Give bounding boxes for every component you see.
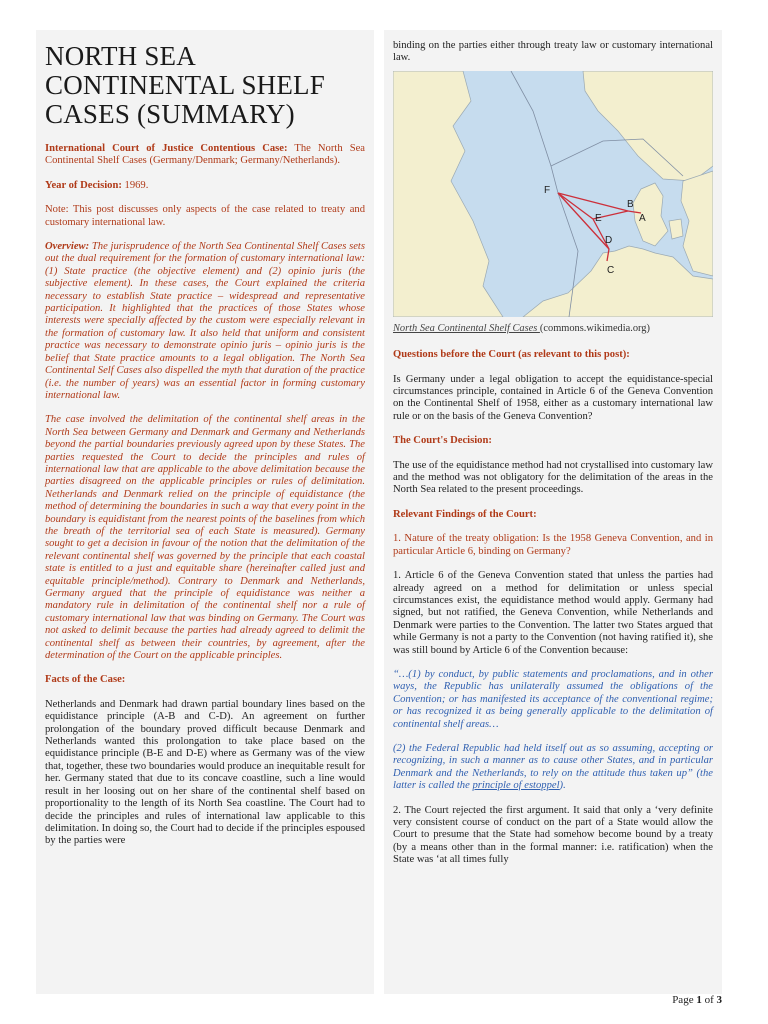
map-caption [393,323,713,335]
quote2-end: ). [559,780,566,792]
facts-paragraph: Netherlands and Denmark had drawn partial boundary lines based on the equidistance principle (A-B and C-D). An agreement on further prolongation of the boundary proved difficult because Denmark and Netherlands wanted this prolongation to take place based on the equidistance principle (B-E and D-E) where as Germany was of the view that, together, these two boundaries would produce an inequitable result for her. Germany stated that due to its concave coastline, such a line would result in her loosing out on her share of the continental shelf based on proportionality to the length of its North Sea coastline. The Court had to decide the principles and rules of international law applicable to this delimitation. In doing so, the Court had to decide if the principles espoused by the parties were [45,698,365,847]
quote2-text: (2) the Federal Republic had held itself out as so assuming, accepting or recognizing, in such a manner as to cause other States, and in particular Denmark and the Netherlands, to rely on the attitude thus taken up” (the latter is called the [393,742,713,792]
overview-label: Overview: [45,241,90,253]
decision-paragraph: The use of the equidistance method had not crystallised into customary law and the method was not obligatory for the delimitation of the areas in the North Sea related to the present proceedings. [393,459,713,496]
right-column [384,30,722,994]
continuation-paragraph: binding on the parties either through treaty law or customary international law. [393,40,713,64]
map-caption-link[interactable]: North Sea Continental Shelf Cases [393,322,540,334]
map-label-d: D [605,234,613,246]
north-sea-map [393,71,713,317]
map-label-a: A [639,212,646,224]
court-label: International Court of Justice Contentious Case: [45,143,288,154]
year-value: 1969. [121,179,149,191]
finding1-paragraph: 1. Article 6 of the Geneva Convention stated that unless the parties had already agreed on a method for delimitation or unless special circumstances exist, the equidistance method would apply. Germany had signed, but not ratified, the Geneva Convention, while Netherlands and Denmark were parties to the Convention. The latter two States argued that while Germany is not a party to the Convention (not having ratified it), she was still bound by Article 6 of the Convention because: [393,570,713,656]
left-column [36,30,374,994]
map-label-e: E [595,212,602,224]
question-paragraph: Is Germany under a legal obligation to accept the equidistance-special circumstances principle, contained in Article 6 of the Geneva Convention on the Continental Shelf of 1958, either as a customary international law rule or on the basis of the Geneva Convention? [393,373,713,422]
footer-page-total: 3 [716,994,722,1006]
map-label-b: B [627,198,634,210]
footer-of-word: of [704,994,714,1006]
facts-heading: Facts of the Case: [45,674,126,686]
map-caption-source: (commons.wikimedia.org) [539,322,650,334]
court-paragraph [45,143,365,168]
year-label: Year of Decision: [45,179,122,191]
page-title: NORTH SEA CONTINENTAL SHELF CASES (SUMMARY) [45,41,325,129]
quote2-paragraph [393,743,713,793]
quote1-paragraph: “…(1) by conduct, by public statements and proclamations, and in other ways, the Republic has unilaterally assumed the obligations of the Convention; or has manifested its acceptance of the conventional regime; or has recognized it as being generally applicable to the delimitation of continental shelf areas… [393,668,713,730]
estoppel-link[interactable]: principle of estoppel [472,780,560,792]
map-label-c: C [607,264,615,276]
overview-text: The jurisprudence of the North Sea Continental Shelf Cases sets out the dual requirement for the formation of customary international law: (1) State practice (the objective element) and (2) opinio juris (the subjective element). In these cases, the Court explained the criteria necessary to establish State practice – widespread and representative participation. It highlighted that the practices of those States whose interests were specially affected by the custom were especially relevant in the formation of customary law. It also held that uniform and consistent practice was necessary to demonstrate opinio juris – opinio juris is the belief that State practice amounts to a legal obligation. The North Sea Continental Self Cases also dispelled the myth that duration of the practice (i.e. the number of years) was an essential factor in forming customary international law. [45,241,365,401]
finding1-title: 1. Nature of the treaty obligation: Is the 1958 Geneva Convention, and in particular Article 6, binding on Germany? [393,533,713,557]
questions-heading: Questions before the Court (as relevant to this post): [393,349,630,361]
footer-page-num: 1 [696,994,702,1006]
footer-page-word: Page [672,994,694,1006]
findings-heading: Relevant Findings of the Court: [393,508,537,520]
page-footer [672,994,722,1006]
map-label-f: F [544,184,551,196]
court-text: The North Sea Continental Shelf Cases (Germany/Denmark; Germany/Netherlands). [45,143,365,167]
note-paragraph: Note: This post discusses only aspects of the case related to treaty and customary international law. [45,204,365,228]
overview-paragraph [45,241,365,402]
decision-heading: The Court's Decision: [393,435,492,447]
finding2-paragraph: 2. The Court rejected the first argument. It said that only a ‘very definite very consistent course of conduct on the part of a State would allow the Court to presume that the State had somehow become bound by a treaty (by a means other than in the formal manner: i.e. ratification) when the State was ‘at all times fully [393,804,713,866]
case-paragraph: The case involved the delimitation of the continental shelf areas in the North Sea between Germany and Denmark and Germany and Netherlands beyond the partial boundaries previously agreed upon by these States. The parties requested the Court to decide the principles and rules of international law that are applicable to the above delimitation because the parties disagreed on the applicable principles or rules of delimitation. Netherlands and Denmark relied on the principle of equidistance (the method of determining the boundaries in such a way that every point in the boundary is equidistant from the nearest points of the baselines from which the breath of the territorial sea of each State is measured). Germany sought to get a decision in favour of the notion that the delimitation of the relevant continental shelf was governed by the principle that each coastal state is entitled to a just and equitable share (hereinafter called just and equitable principle/method). Contrary to Denmark and Netherlands, Germany argued that the principle of equidistance was neither a mandatory rule in delimitation of the continental shelf nor a rule of customary international law that was binding on Germany. The Court was not asked to delimit because the parties had already agreed to delimit the continental shelf as between their countries, by agreement, after the determination of the Court on the applicable principles. [45,414,365,662]
year-paragraph [45,180,365,192]
